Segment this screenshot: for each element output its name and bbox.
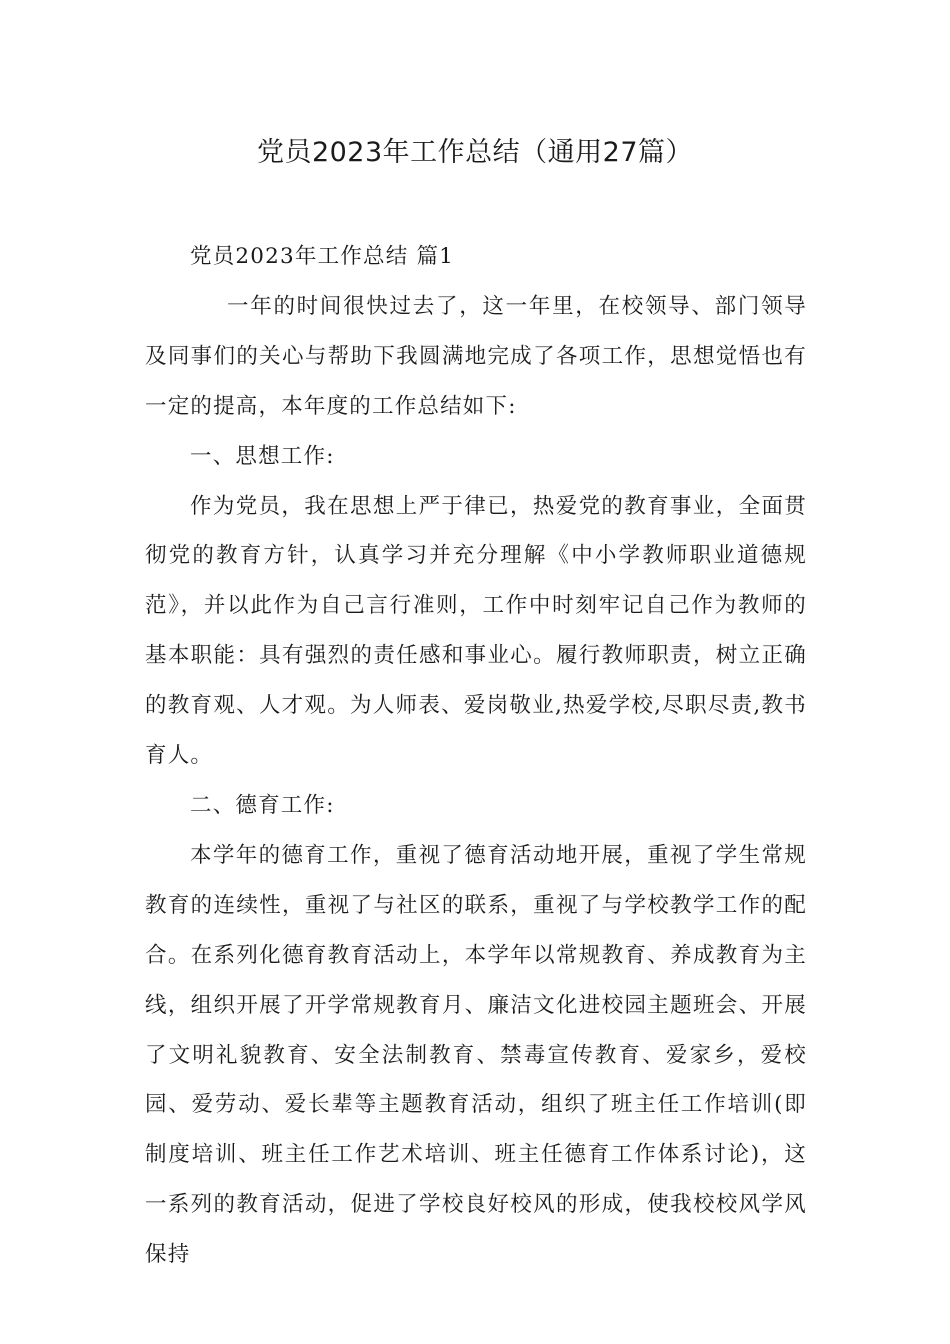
document-body (145, 232, 807, 1280)
section-title: 党员2023年工作总结 篇1 (190, 244, 455, 269)
document-title: 党员2023年工作总结（通用27篇） (256, 137, 694, 168)
paragraph-moral-education: 本学年的德育工作，重视了德育活动地开展，重视了学生常规教育的连续性，重视了与社区的联系，重视了与学校教学工作的配合。在系列化德育教育活动上，本学年以常规教育、养成教育为主线，组织开展了开学常规教育月、廉洁文化进校园主题班会、开展了文明礼貌教育、安全法制教育、禁毒宣传教育、爱家乡，爱校园、爱劳动、爱长辈等主题教育活动，组织了班主任工作培训(即制度培训、班主任工作艺术培训、班主任德育工作体系讨论)，这一系列的教育活动，促进了学校良好校风的形成，使我校校风学风保持 (145, 842, 807, 1268)
heading-thought-work: 一、思想工作: (190, 443, 335, 469)
paragraph-thought-work: 作为党员，我在思想上严于律已，热爱党的教育事业，全面贯彻党的教育方针，认真学习并充分理解《中小学教师职业道德规范》，并以此作为自己言行准则，工作中时刻牢记自己作为教师的基本职能：具有强烈的责任感和事业心。履行教师职责，树立正确的教育观、人才观。为人师表、爱岗敬业,热爱学校,尽职尽责,教书育人。 (145, 493, 807, 769)
heading-moral-education: 二、德育工作: (190, 792, 335, 818)
intro-paragraph: 一年的时间很快过去了，这一年里，在校领导、部门领导及同事们的关心与帮助下我圆满地完成了各项工作，思想觉悟也有一定的提高，本年度的工作总结如下: (145, 293, 807, 419)
